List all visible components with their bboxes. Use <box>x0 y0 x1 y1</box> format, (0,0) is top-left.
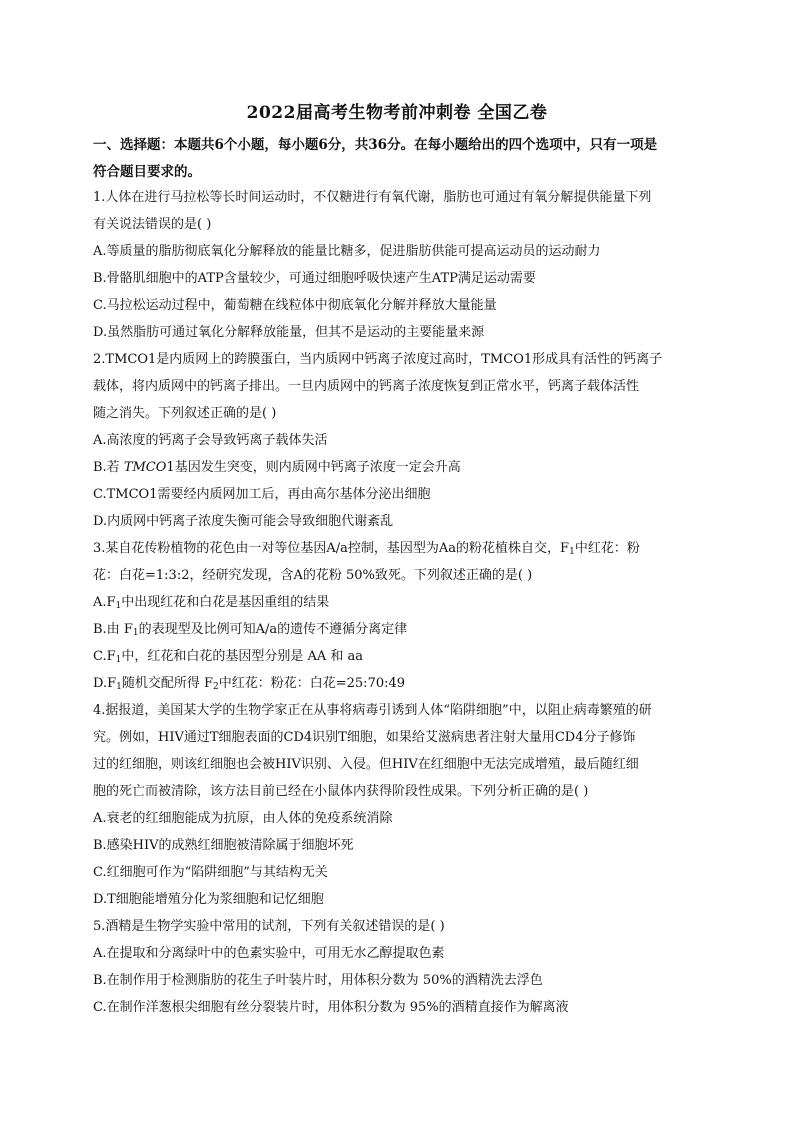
option-text: 中出现红花和白花是基因重组的结果 <box>121 595 330 610</box>
subscript: 1 <box>116 682 122 692</box>
option-b-text: 1基因发生突变，则内质网中钙离子浓度一定会升高 <box>166 460 461 475</box>
question-stem: 2.TMCO1是内质网上的跨膜蛋白，当内质网中钙离子浓度过高时，TMCO1形成具有活性的钙离子 <box>93 352 663 367</box>
option-text: A.F <box>93 595 116 610</box>
question-stem: 1.人体在进行马拉松等长时间运动时，不仅糖进行有氧代谢，脂肪也可通过有氧分解提供能量下列 <box>93 190 652 205</box>
option-d: D.T细胞能增殖分化为浆细胞和记忆细胞 <box>93 892 324 907</box>
question-stem: 有关说法错误的是( ) <box>93 217 212 232</box>
question-stem: 载体，将内质网中的钙离子排出。一旦内质网中的钙离子浓度恢复到正常水平，钙离子载体活性 <box>93 379 640 394</box>
option-text: D.F <box>93 676 117 691</box>
page-title: 2022届高考生物考前冲刺卷 全国乙卷 <box>246 103 548 123</box>
option-b-prefix: B.若 <box>93 460 124 475</box>
option-b: B.感染HIV的成熟红细胞被清除属于细胞坏死 <box>93 838 354 853</box>
subscript: 1 <box>569 547 575 557</box>
option-b: B.在制作用于检测脂肪的花生子叶装片时，用体积分数为 50%的酒精洗去浮色 <box>93 973 543 988</box>
option-b: B.骨骼肌细胞中的ATP含量较少，可通过细胞呼吸快速产生ATP满足运动需要 <box>93 271 536 286</box>
option-a: A.等质量的脂肪彻底氧化分解释放的能量比糖多，促进脂肪供能可提高运动员的运动耐力 <box>93 244 601 259</box>
option-a <box>93 589 705 616</box>
question-5 <box>93 913 705 1021</box>
option-a: A.在提取和分离绿叶中的色素实验中，可用无水乙醇提取色素 <box>93 946 445 961</box>
option-text: B.由 F <box>93 622 133 637</box>
question-stem: 花：白花=1:3:2，经研究发现，含A的花粉 50%致死。下列叙述正确的是( ) <box>93 568 533 583</box>
option-a: A.高浓度的钙离子会导致钙离子载体失活 <box>93 433 328 448</box>
option-c <box>93 643 705 670</box>
option-b <box>93 454 705 481</box>
option-c: C.红细胞可作为“陷阱细胞”与其结构无关 <box>93 865 328 880</box>
option-a: A.衰老的红细胞能成为抗原，由人体的免疫系统消除 <box>93 811 393 826</box>
option-c: C.在制作洋葱根尖细胞有丝分裂装片时，用体积分数为 95%的酒精直接作为解离液 <box>93 1000 569 1015</box>
option-text: C.F <box>93 649 116 664</box>
section-heading <box>93 132 705 186</box>
option-d: D.虽然脂肪可通过氧化分解释放能量，但其不是运动的主要能量来源 <box>93 325 485 340</box>
question-stem: 4.据报道，美国某大学的生物学家正在从事将病毒引诱到人体“陷阱细胞”中，以阻止病毒繁殖的研 <box>93 703 652 718</box>
question-2 <box>93 346 705 535</box>
stem-text: 3.某自花传粉植物的花色由一对等位基因A/a控制，基因型为Aa的粉花植株自交，F <box>93 541 570 556</box>
question-stem: 究。例如，HIV通过T细胞表面的CD4识别T细胞，如果给艾滋病患者注射大量用CD4分子修饰 <box>93 730 636 745</box>
question-stem: 随之消失。下列叙述正确的是( ) <box>93 406 277 421</box>
stem-text: 中红花：粉 <box>574 541 640 556</box>
section-heading-line: 一、选择题：本题共6个小题，每小题6分，共36分。在每小题给出的四个选项中，只有一项是 <box>93 137 658 153</box>
question-stem: 5.酒精是生物学实验中常用的试剂，下列有关叙述错误的是( ) <box>93 919 445 934</box>
subscript: 1 <box>115 655 122 665</box>
option-d <box>93 670 705 697</box>
option-b <box>93 616 705 643</box>
question-1 <box>93 184 705 346</box>
subscript: 2 <box>213 682 219 692</box>
subscript: 1 <box>115 601 122 611</box>
question-stem <box>93 535 705 562</box>
question-4 <box>93 697 705 913</box>
question-3 <box>93 535 705 697</box>
option-text: 随机交配所得 F <box>121 676 214 691</box>
option-c: C.TMCO1需要经内质网加工后，再由高尔基体分泌出细胞 <box>93 487 431 502</box>
option-text: 中，红花和白花的基因型分别是 AA 和 aa <box>121 649 364 664</box>
subscript: 1 <box>132 628 139 638</box>
option-d: D.内质网中钙离子浓度失衡可能会导致细胞代谢紊乱 <box>93 514 394 529</box>
gene-name-italic: TMCO <box>123 460 167 475</box>
question-list <box>93 184 705 1021</box>
question-stem: 过的红细胞，则该红细胞也会被HIV识别、入侵。但HIV在红细胞中无法完成增殖，最后随红细 <box>93 757 639 772</box>
option-c: C.马拉松运动过程中，葡萄糖在线粒体中彻底氧化分解并释放大量能量 <box>93 298 497 313</box>
option-text: 中红花：粉花：白花=25:70:49 <box>218 676 406 691</box>
question-stem: 胞的死亡而被清除，该方法目前已经在小鼠体内获得阶段性成果。下列分析正确的是( ) <box>93 784 589 799</box>
option-text: 的表现型及比例可知A/a的遗传不遵循分离定律 <box>138 622 408 637</box>
section-heading-line: 符合题目要求的。 <box>93 164 201 180</box>
